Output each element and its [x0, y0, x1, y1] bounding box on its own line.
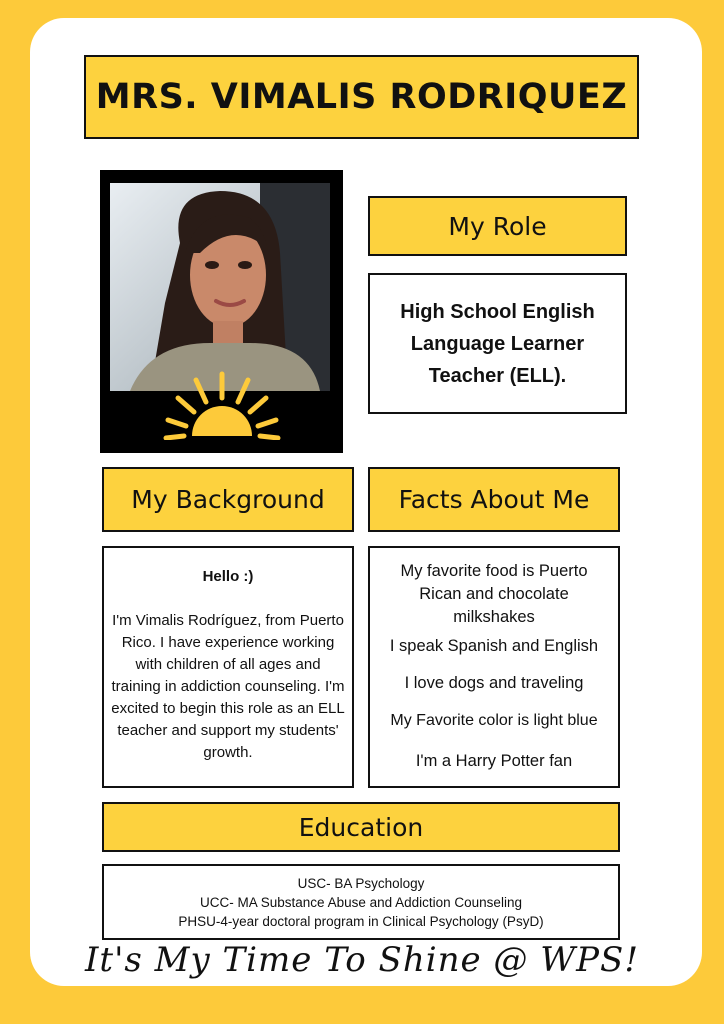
fact-item: My Favorite color is light blue [390, 712, 598, 729]
my-role-text: High School English Language Learner Teacher (ELL). [400, 300, 595, 387]
my-role-heading [368, 196, 627, 256]
fact-item: I love dogs and traveling [404, 674, 584, 692]
education-item: PHSU-4-year doctoral program in Clinical Psychology (PsyD) [178, 913, 544, 929]
sun-icon [162, 368, 282, 440]
facts-label: Facts About Me [398, 485, 590, 514]
teacher-name-banner [84, 55, 639, 139]
fact-item: I'm a Harry Potter fan [415, 752, 573, 770]
education-item: USC- BA Psychology [297, 875, 425, 891]
my-role-box [368, 273, 627, 414]
photo-frame [100, 170, 343, 453]
education-box [102, 864, 620, 940]
fact-item: I speak Spanish and English [389, 637, 599, 655]
my-background-label: My Background [131, 485, 325, 514]
background-paragraph: I'm Vimalis Rodríguez, from Puerto Rico. I have experience working with children of all ages and training in addiction counseling. I'm excited to begin this role as an ELL teacher and support my students' growth. [111, 612, 345, 761]
footer-tagline: It's My Time To Shine @ WPS! [84, 940, 640, 980]
fact-item: My favorite food is Puerto Rican and chocolate milkshakes [400, 562, 588, 626]
facts-box [368, 546, 620, 788]
teacher-photo [110, 183, 330, 391]
education-heading [102, 802, 620, 852]
my-background-heading [102, 467, 354, 532]
teacher-name: MRS. VIMALIS RODRIQUEZ [95, 77, 628, 117]
education-item: UCC- MA Substance Abuse and Addiction Counseling [200, 894, 522, 910]
my-role-label: My Role [448, 211, 547, 241]
my-background-box [102, 546, 354, 788]
facts-heading [368, 467, 620, 532]
education-label: Education [298, 812, 424, 842]
background-greeting: Hello :) [202, 568, 254, 585]
